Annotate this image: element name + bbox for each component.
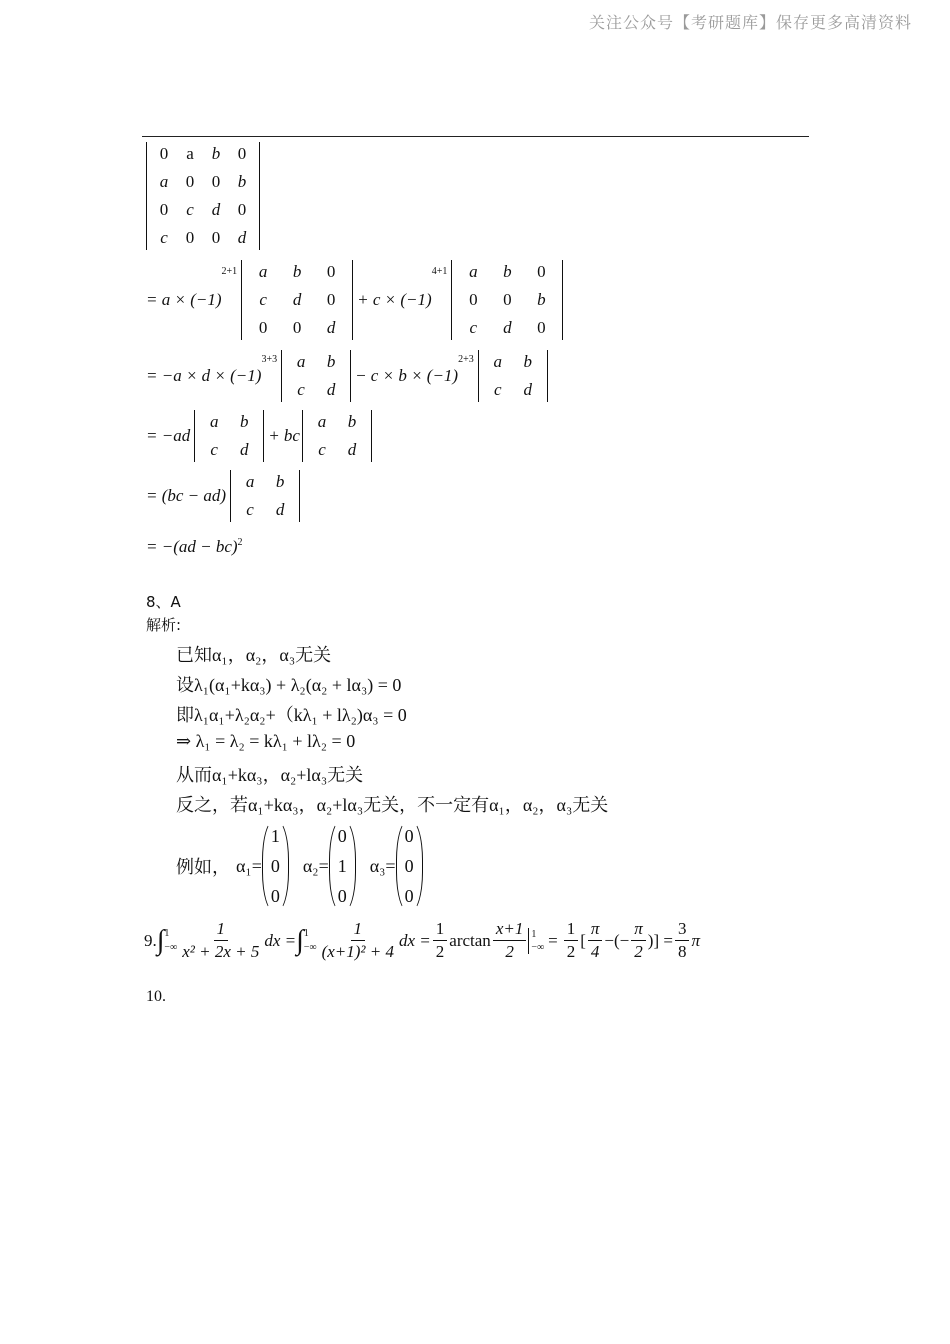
denominator: 2 xyxy=(634,942,643,961)
det-cell: 0 xyxy=(237,200,247,219)
fraction xyxy=(564,918,579,963)
det-cell: 0 xyxy=(211,172,221,191)
vector-name: α₃= xyxy=(369,855,396,876)
denominator: 2 xyxy=(566,942,576,961)
det-cell: b xyxy=(275,472,285,491)
fraction xyxy=(588,918,603,963)
watermark: 关注公众号【考研题库】保存更多高清资料 xyxy=(588,13,912,32)
denominator: 2 xyxy=(435,942,445,961)
step4-prefix: = (bc − ad) xyxy=(146,486,227,505)
step2-det1 xyxy=(281,350,351,402)
det-cell: b xyxy=(523,352,532,371)
integral-sign: ∫ xyxy=(296,924,304,956)
q8-line: 即λ₁α₁+λ₂α₂+（kλ₁ + lλ₂)α₃ = 0 xyxy=(176,705,407,725)
numerator: 1 xyxy=(564,918,579,941)
det-cell: c xyxy=(160,228,168,247)
det-cell: d xyxy=(503,318,512,337)
lower-limit: −∞ xyxy=(303,941,317,953)
step3-det2 xyxy=(302,410,372,462)
det-cell: d xyxy=(275,500,285,519)
fraction xyxy=(493,918,527,963)
dx-text: dx = xyxy=(264,930,297,950)
det-cell: 0 xyxy=(185,172,195,191)
step1-prefix: = a × (−1) xyxy=(146,290,222,309)
det-cell: b xyxy=(239,412,249,431)
det-cell: a xyxy=(258,262,268,281)
q10-label: 10. xyxy=(146,988,166,1005)
column-vector xyxy=(262,820,289,912)
det-cell: c xyxy=(318,440,326,459)
det-cell: b xyxy=(537,290,546,309)
upper-limit: 1 xyxy=(303,927,309,939)
denominator: x² + 2x + 5 xyxy=(182,942,260,961)
q9-label: 9. xyxy=(144,930,157,950)
det-cell: a xyxy=(245,472,255,491)
q8-example-row xyxy=(176,820,423,912)
step3-det1 xyxy=(194,410,264,462)
det-cell: 0 xyxy=(292,318,302,337)
vector-entry: 1 xyxy=(337,856,347,876)
det-cell: c xyxy=(186,200,194,219)
det-cell: 0 xyxy=(537,262,546,281)
bracket-close: )] = xyxy=(647,930,673,950)
step1-exp1: 2+1 xyxy=(221,266,238,277)
q8-line: 设λ₁(α₁+kα₃) + λ₂(α₂ + lα₃) = 0 xyxy=(176,675,402,695)
denominator: 4 xyxy=(590,942,600,961)
fraction xyxy=(675,918,690,963)
vector-entry: 0 xyxy=(404,826,414,846)
step3-prefix: = −ad xyxy=(146,426,191,445)
step5-text: = −(ad − bc) xyxy=(146,537,238,556)
q9-row xyxy=(144,918,700,963)
fraction xyxy=(179,918,262,963)
det-cell: c xyxy=(297,380,305,399)
minus-text: −(− xyxy=(604,930,630,950)
numerator: 1 xyxy=(214,918,229,941)
det-cell: 0 xyxy=(326,290,336,309)
det-cell: d xyxy=(239,440,249,459)
det-cell: d xyxy=(523,380,532,399)
step3-row xyxy=(146,410,372,462)
step2-prefix: = −a × d × (−1) xyxy=(146,366,262,385)
integral-sign: ∫ xyxy=(156,924,165,956)
det-cell: b xyxy=(237,172,247,191)
det-cell: d xyxy=(347,440,357,459)
vector-entry: 1 xyxy=(270,826,280,846)
evaluation-bar xyxy=(528,928,544,954)
fraction xyxy=(433,918,448,963)
numerator: 1 xyxy=(351,918,366,941)
step4-det xyxy=(230,470,300,522)
numerator: x+1 xyxy=(493,918,527,941)
det-cell: a xyxy=(317,412,327,431)
det-cell: 0 xyxy=(159,200,169,219)
vector-entry: 0 xyxy=(404,856,414,876)
numerator: π xyxy=(588,918,603,941)
lower-limit: −∞ xyxy=(531,941,545,953)
det-cell: c xyxy=(493,380,502,399)
det-cell: a xyxy=(493,352,502,371)
step2-exp2: 2+3 xyxy=(458,354,474,365)
pi-symbol: π xyxy=(691,930,700,950)
det-cell: a xyxy=(209,412,219,431)
bracket-open: [ xyxy=(580,930,586,950)
vector-entry: 0 xyxy=(270,886,280,906)
step1-exp2: 4+1 xyxy=(431,266,448,277)
det-cell: a xyxy=(186,144,194,163)
det-cell: b xyxy=(211,144,221,163)
det-cell: 0 xyxy=(537,318,546,337)
det-cell: b xyxy=(503,262,512,281)
column-vector xyxy=(396,820,423,912)
column-vector xyxy=(329,820,356,912)
det-cell: 0 xyxy=(469,290,478,309)
det-cell: b xyxy=(292,262,302,281)
det-cell: 0 xyxy=(159,144,169,163)
upper-limit: 1 xyxy=(164,927,170,939)
det-cell: c xyxy=(469,318,478,337)
step3-mid: + bc xyxy=(268,426,300,445)
integral-limits xyxy=(304,927,317,955)
det4-row xyxy=(146,142,260,250)
vector-entry: 0 xyxy=(337,826,347,846)
example-label: 例如， xyxy=(176,857,230,877)
det-cell: 0 xyxy=(503,290,512,309)
equals: = xyxy=(548,930,558,950)
vector-name: α₁= xyxy=(236,855,262,876)
det-cell: c xyxy=(246,500,254,519)
denominator: 8 xyxy=(677,942,687,961)
det-cell: d xyxy=(326,318,336,337)
det-cell: d xyxy=(211,200,221,219)
det-cell: c xyxy=(210,440,218,459)
det-cell: d xyxy=(237,228,247,247)
step2-det2 xyxy=(478,350,548,402)
fraction xyxy=(631,918,646,963)
step4-row xyxy=(146,470,300,522)
step5-row xyxy=(146,537,243,557)
vector-entry: 0 xyxy=(404,886,414,906)
det-cell: d xyxy=(292,290,302,309)
numerator: π xyxy=(631,918,646,941)
det4 xyxy=(146,142,260,250)
q8-label: 8、A xyxy=(146,593,181,611)
denominator: 2 xyxy=(505,942,514,961)
arctan-text: arctan xyxy=(449,930,491,950)
dx-text: dx = xyxy=(399,930,431,950)
det-cell: b xyxy=(326,352,336,371)
q8-line: 已知α₁，α₂，α₃无关 xyxy=(176,645,332,665)
denominator: (x+1)² + 4 xyxy=(321,942,394,961)
det-cell: a xyxy=(159,172,169,191)
q8-line: ⇒ λ₁ = λ₂ = kλ₁ + lλ₂ = 0 xyxy=(176,731,356,751)
lower-limit: −∞ xyxy=(164,941,178,953)
step2-mid: − c × b × (−1) xyxy=(355,366,459,385)
det-cell: d xyxy=(326,380,336,399)
det-cell: 0 xyxy=(326,262,336,281)
det-cell: a xyxy=(296,352,306,371)
step1-det1 xyxy=(241,260,353,340)
det-cell: 0 xyxy=(185,228,195,247)
step2-exp1: 3+3 xyxy=(261,354,278,365)
vector-entry: 0 xyxy=(337,886,347,906)
step1-det2 xyxy=(451,260,563,340)
det-cell: b xyxy=(347,412,357,431)
vector-name: α₂= xyxy=(302,855,329,876)
step2-row xyxy=(146,350,548,402)
numerator: 1 xyxy=(433,918,448,941)
step1-mid: + c × (−1) xyxy=(357,290,432,309)
numerator: 3 xyxy=(675,918,690,941)
det-cell: 0 xyxy=(211,228,221,247)
q8-line: 反之，若α₁+kα₃，α₂+lα₃无关，不一定有α₁，α₂，α₃无关 xyxy=(176,795,609,815)
det-cell: a xyxy=(469,262,478,281)
det-cell: c xyxy=(259,290,267,309)
step5-exp: 2 xyxy=(237,537,243,548)
integral-limits xyxy=(164,927,177,955)
vector-entry: 0 xyxy=(270,856,280,876)
step1-row xyxy=(146,260,563,340)
q8-analysis-label: 解析: xyxy=(146,616,182,634)
header-rule xyxy=(142,136,809,137)
fraction xyxy=(319,918,397,963)
det-cell: 0 xyxy=(258,318,268,337)
q8-line: 从而α₁+kα₃，α₂+lα₃无关 xyxy=(176,765,364,785)
det-cell: 0 xyxy=(237,144,247,163)
upper-limit: 1 xyxy=(531,928,537,940)
